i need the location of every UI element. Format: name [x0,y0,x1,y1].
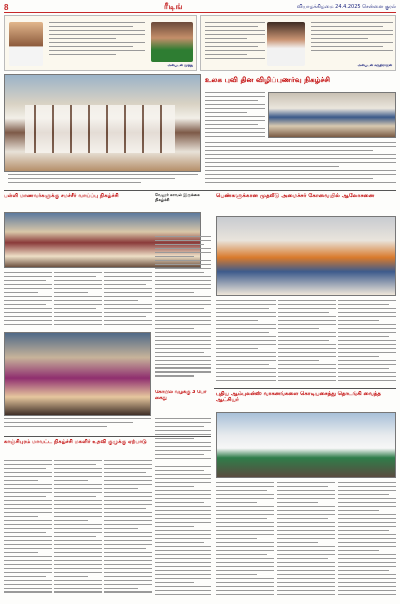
earth-day-body-1 [205,92,265,140]
issue-date: வியாழக்கிழமை 24.4.2025 சென்னை குரல் [296,4,396,10]
ambulance-body-1 [216,482,274,598]
headline-ambulance: புதிய ஆம்புலன்ஸ் வாகனங்களை கொடியசைத்து தொடங்கி வைத்த ஆட்சியர் [216,391,381,404]
headline-minister: பெண்களுக்கான முதலீடு அமைச்சர் கோவையில் ஆலோசனை [216,193,375,199]
ad-right-sign: அன்புடன் சுருதிராஜன் [357,63,392,67]
ad-left-text [49,22,145,60]
headline-schools: பள்ளி மாணவர்களுக்கு சமச்சீர் வாய்ப்பு நிகழ்ச்சி [4,193,119,199]
ad-right-text-1 [205,22,265,66]
ad-left-portrait-2 [151,22,193,62]
headline-earth-day: உலக புவி தின விழிப்புணர்வு நிகழ்ச்சி [205,76,331,84]
ambulance-body-3 [338,482,396,598]
ad-right-portrait [267,22,305,66]
photo-caption [8,174,198,188]
headline-kanchipuram: காஞ்சிபுரம் மாவட்ட நிகழ்ச்சி மகளிர் உதவி குழுக்கு ஏற்பாடு [4,439,147,445]
ambulance-body-2 [277,482,335,598]
kanchi-body-2 [54,460,102,598]
section-rule-2 [214,388,396,389]
minister-body-1 [216,300,276,386]
minister-body-2 [278,300,336,386]
box-body [155,418,211,462]
photo-earth-day [268,92,396,138]
ad-left-portrait-1 [9,22,43,66]
photo-women-group [4,332,151,416]
paper-name: ரீடிங் [164,2,184,11]
headline-box: கோயில் வழக்கு 3 பேர் கைது [155,390,207,401]
kanchi-body-4 [155,466,211,598]
schools-body-2 [54,272,102,330]
women-group-caption [4,418,151,432]
photo-ambulance [216,412,396,478]
photo-leaders-greeting [4,74,201,172]
kanchi-body-3 [104,460,152,598]
kanchi-body-1 [4,460,52,598]
greeting-ad-right [200,15,396,71]
minister-body-3 [338,300,396,386]
section-rule-3 [4,436,211,437]
ad-left-sign: அன்புடன் முத்து [167,63,193,67]
headline-middle: வேலூர் காவல் இருக்கை நிகழ்ச்சி [155,193,200,202]
greeting-ad-left [4,15,197,71]
ad-right-text-2 [311,22,393,62]
section-rule-1 [4,190,396,191]
photo-minister-meeting [216,216,396,296]
middle-body [155,236,211,386]
page-number: 8 [4,3,9,12]
masthead [4,3,396,13]
earth-day-body-2 [205,142,396,186]
schools-body-3 [104,272,152,330]
schools-body-1 [4,272,52,330]
